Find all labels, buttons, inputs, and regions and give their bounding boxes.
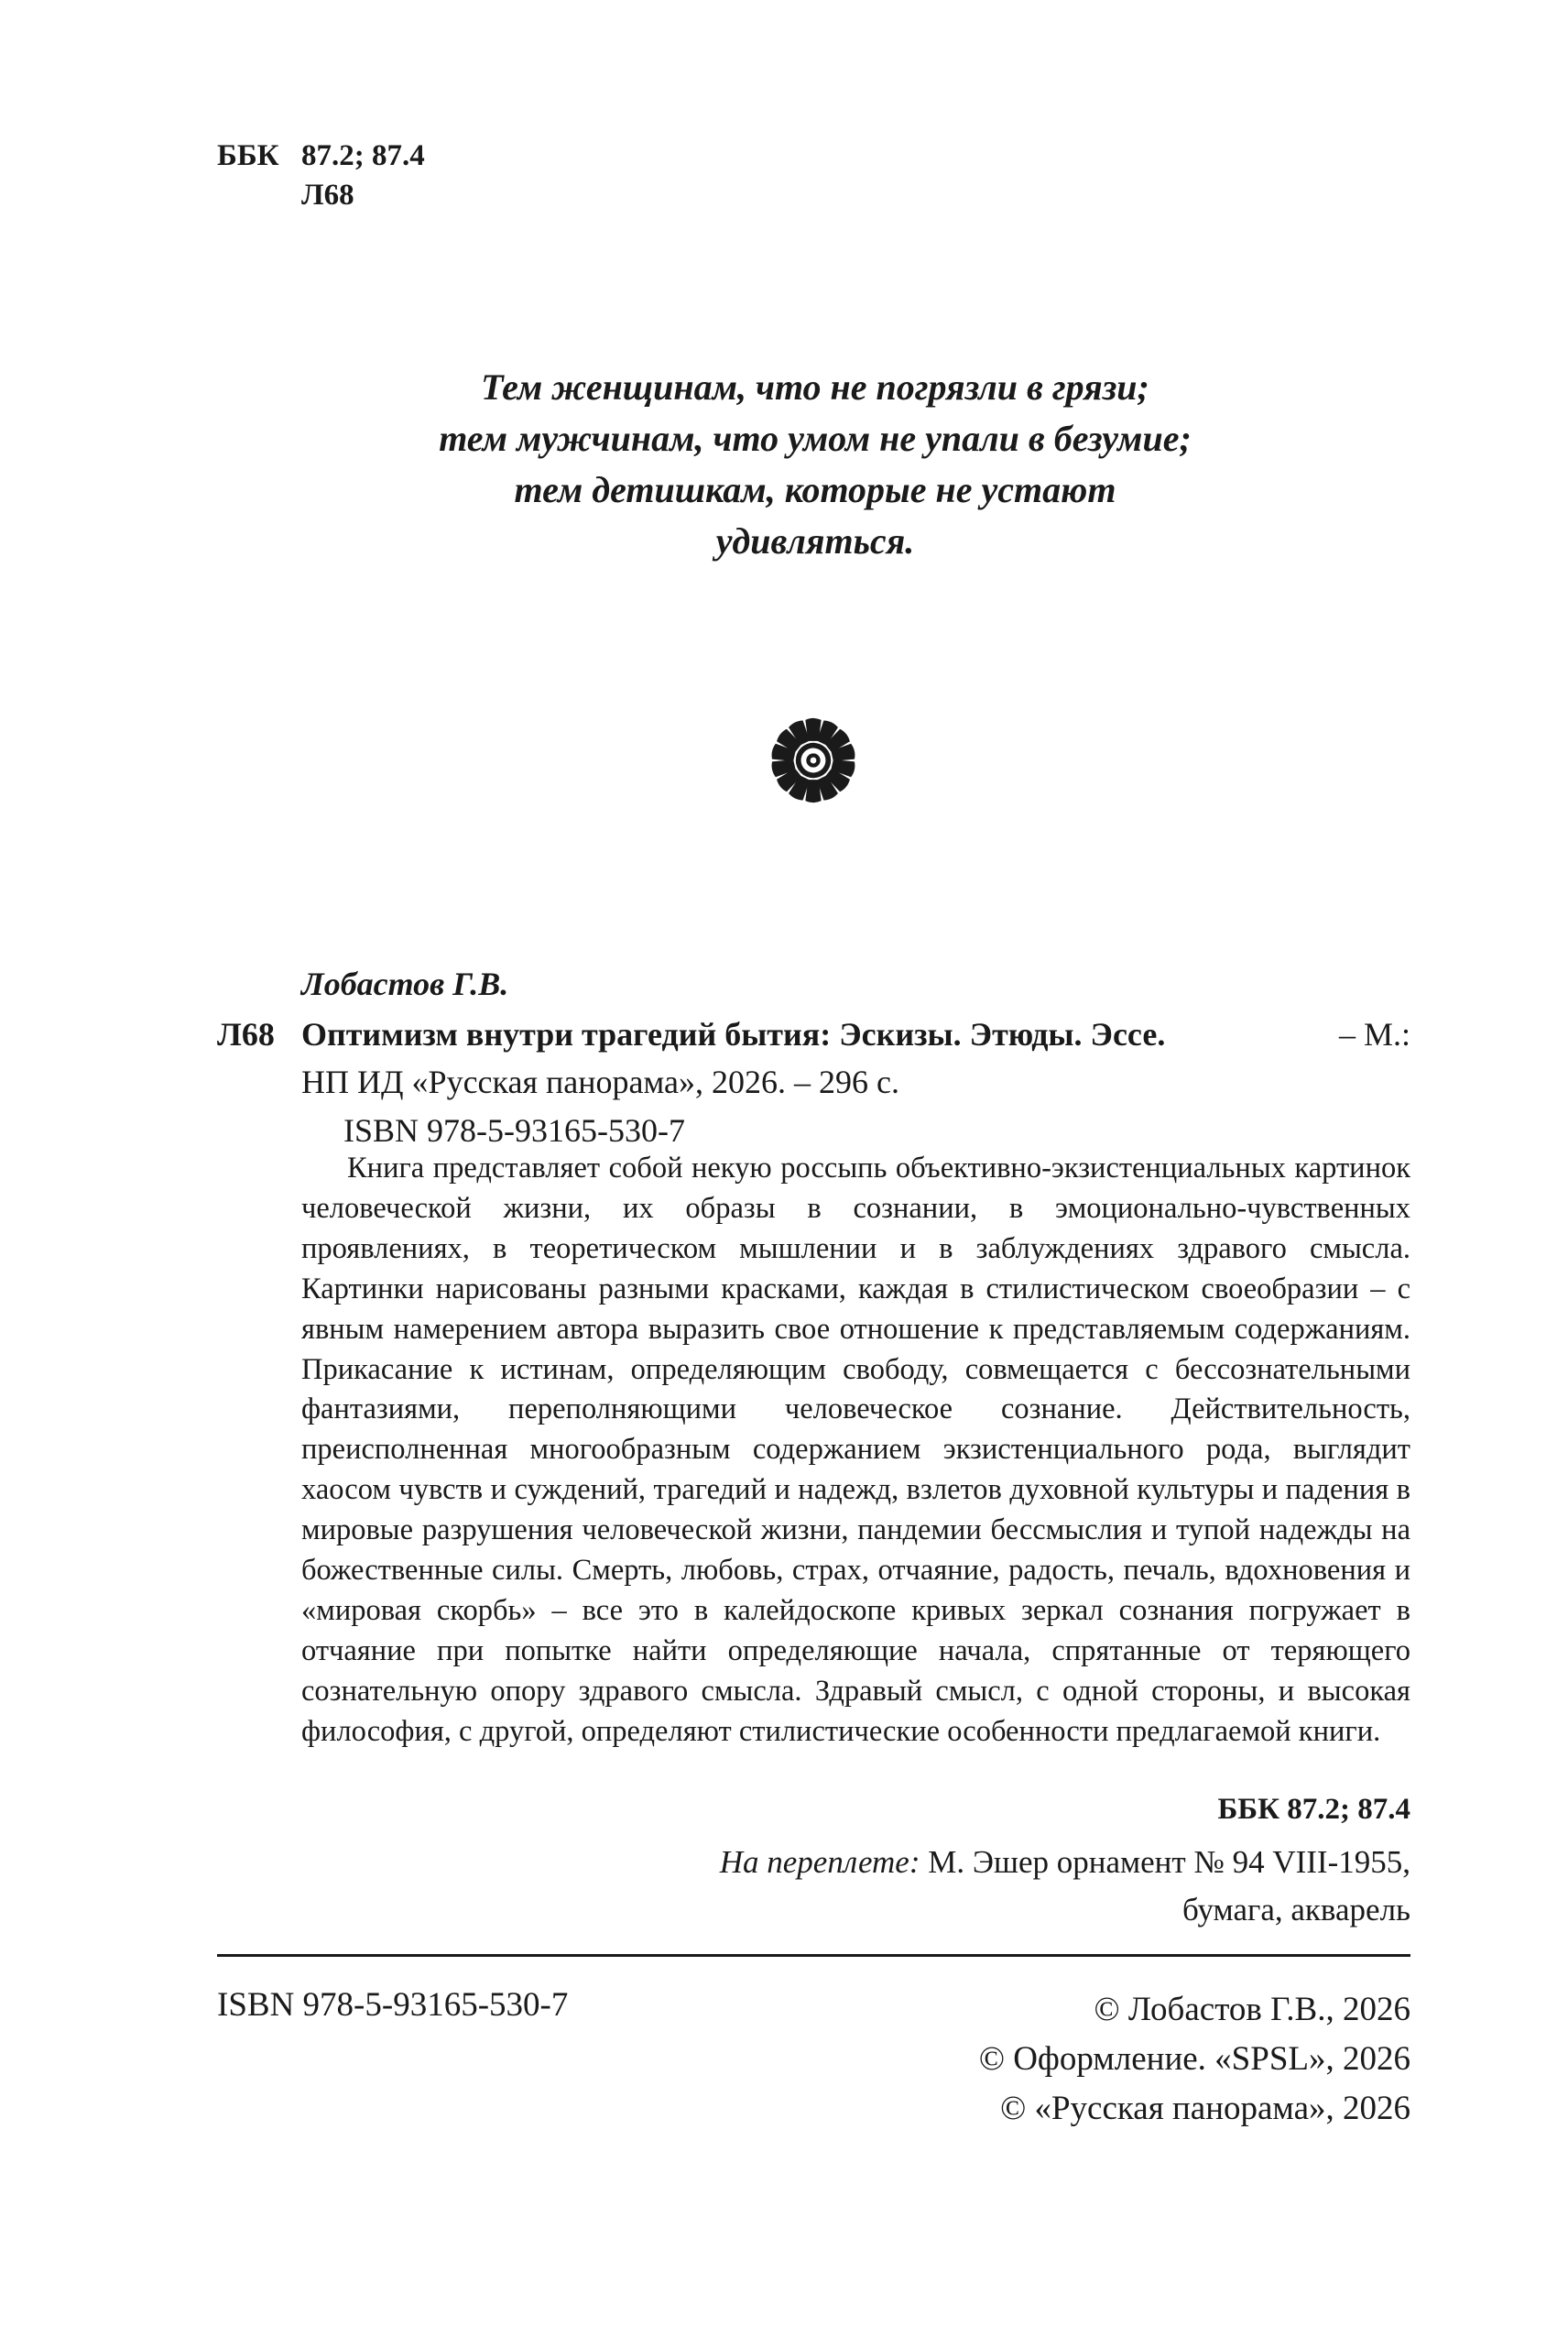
- dedication-line: тем детишкам, которые не устают: [514, 469, 1116, 510]
- footer-isbn: ISBN 978-5-93165-530-7: [217, 1986, 569, 2024]
- dedication-line: удивляться.: [715, 520, 915, 562]
- bbk-codes: 87.2; 87.4: [301, 139, 425, 172]
- catalog-title-line: [301, 1015, 1410, 1054]
- bbk-classification: [217, 136, 425, 177]
- annotation-text: Книга представляет собой некую россыпь объективно-экзистенциальных картинок человеческой жизни, их образы в сознании, в эмоционально-чувственных проявлениях, в теоретическом мышлении и в заблуждениях здравого смысла. Картинки нарисованы разными красками, каждая в стилистическом своеобразии – с явным намерением автора выразить свое отношение к представляемым содержаниям. Прикасание к истинам, определяющим свободу, совмещается с бессознательными фантазиями, переполняющими человеческое сознание. Действительность, преисполненная многообразным содержанием экзистенциального рода, выглядит хаосом чувств и суждений, трагедий и надежд, взлетов духовной культуры и падения в мировые разрушения человеческой жизни, пандемии бессмыслия и тупой надежды на божественные силы. Смерть, любовь, страх, отчаяние, радость, печаль, вдохновения и «мировая скорбь» – все это в калейдоскопе кривых зеркал сознания погружает в отчаяние при попытке найти определяющие начала, спрятанные от теряющего сознательную опору здравого смысла. Здравый смысл, с одной стороны, и высокая философия, с другой, определяют стилистические особенности предлагаемой книги.: [301, 1152, 1410, 1748]
- copyright-line: © «Русская панорама», 2026: [1000, 2090, 1410, 2127]
- sun-ornament-icon: [769, 716, 857, 804]
- cover-credit-label: На переплете:: [719, 1844, 920, 1880]
- dedication: [348, 362, 1282, 567]
- catalog-bbk: ББК 87.2; 87.4: [1217, 1793, 1410, 1826]
- cover-credit-text: М. Эшер орнамент № 94 VIII-1955,: [928, 1844, 1410, 1880]
- cover-credit: [720, 1844, 1410, 1881]
- catalog-place: – М.:: [1338, 1016, 1410, 1053]
- catalog-isbn: ISBN 978-5-93165-530-7: [343, 1112, 685, 1149]
- dedication-line: Тем женщинам, что не погрязли в грязи;: [481, 366, 1149, 408]
- bbk-label: ББК: [217, 139, 279, 172]
- catalog-author-mark: Л68: [217, 1016, 275, 1053]
- catalog-publisher: НП ИД «Русская панорама», 2026. – 296 с.: [301, 1064, 899, 1100]
- catalog-title: Оптимизм внутри трагедий бытия: Эскизы. Этюды. Эссе.: [301, 1016, 1166, 1053]
- copyright-line: © Оформление. «SPSL», 2026: [978, 2040, 1410, 2078]
- divider: [217, 1954, 1410, 1957]
- copyright-line: © Лобастов Г.В., 2026: [1094, 1991, 1410, 2028]
- catalog-author: Лобастов Г.В.: [301, 966, 509, 1002]
- cover-credit-medium: бумага, акварель: [1182, 1892, 1410, 1927]
- author-mark: Л68: [301, 179, 354, 212]
- copyright-block: [979, 1985, 1410, 2134]
- dedication-line: тем мужчинам, что умом не упали в безумие;: [439, 418, 1192, 459]
